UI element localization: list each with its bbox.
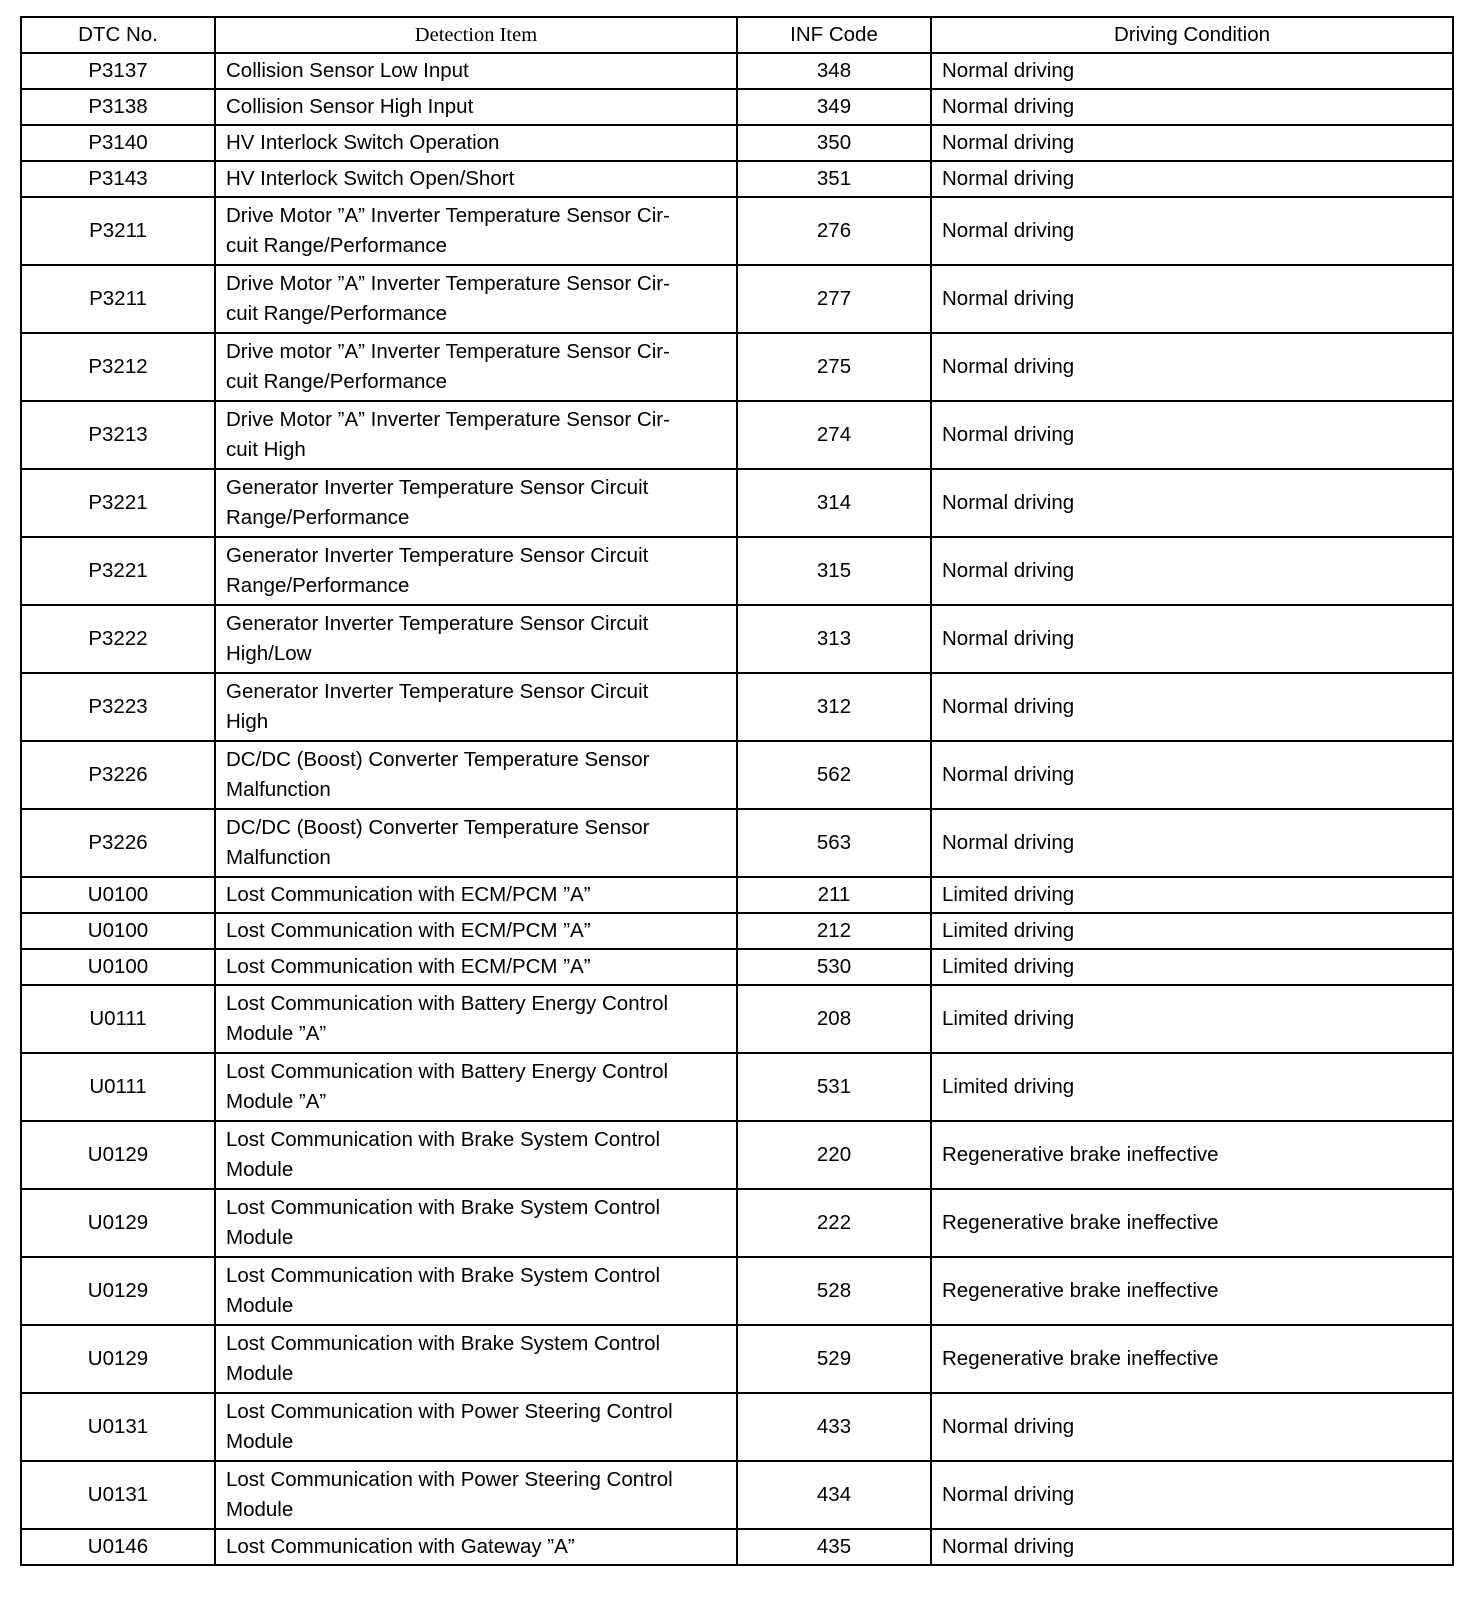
- detection-item-cell: Lost Communication with Brake System Control Module: [215, 1257, 737, 1325]
- inf-code-cell: 563: [737, 809, 931, 877]
- table-row: [21, 125, 1453, 161]
- inf-code-cell: 348: [737, 53, 931, 89]
- detection-item-cell: Generator Inverter Temperature Sensor Circuit High: [215, 673, 737, 741]
- header-row: [21, 17, 1453, 53]
- inf-code-cell: 531: [737, 1053, 931, 1121]
- detection-item-cell: Drive Motor ”A” Inverter Temperature Sensor Cir- cuit Range/Performance: [215, 197, 737, 265]
- driving-condition-cell: Normal driving: [931, 161, 1453, 197]
- detection-item-cell: Generator Inverter Temperature Sensor Circuit High/Low: [215, 605, 737, 673]
- table-row: [21, 1053, 1453, 1121]
- inf-code-cell: 212: [737, 913, 931, 949]
- detection-item-cell: Drive Motor ”A” Inverter Temperature Sensor Cir- cuit Range/Performance: [215, 265, 737, 333]
- dtc-code-cell: P3222: [21, 605, 215, 673]
- dtc-code-cell: U0129: [21, 1121, 215, 1189]
- detection-item-cell: Lost Communication with Brake System Control Module: [215, 1121, 737, 1189]
- inf-code-cell: 220: [737, 1121, 931, 1189]
- detection-item-cell: Lost Communication with ECM/PCM ”A”: [215, 949, 737, 985]
- table-row: [21, 949, 1453, 985]
- detection-item-cell: HV Interlock Switch Operation: [215, 125, 737, 161]
- header-inf-code: INF Code: [737, 17, 931, 53]
- driving-condition-cell: Normal driving: [931, 89, 1453, 125]
- table-row: [21, 1121, 1453, 1189]
- inf-code-cell: 275: [737, 333, 931, 401]
- dtc-code-cell: P3221: [21, 469, 215, 537]
- inf-code-cell: 351: [737, 161, 931, 197]
- inf-code-cell: 208: [737, 985, 931, 1053]
- driving-condition-cell: Normal driving: [931, 809, 1453, 877]
- table-row: [21, 741, 1453, 809]
- driving-condition-cell: Normal driving: [931, 333, 1453, 401]
- driving-condition-cell: Regenerative brake ineffective: [931, 1121, 1453, 1189]
- dtc-code-cell: P3137: [21, 53, 215, 89]
- detection-item-cell: Generator Inverter Temperature Sensor Circuit Range/Performance: [215, 469, 737, 537]
- dtc-code-cell: P3143: [21, 161, 215, 197]
- dtc-code-cell: U0129: [21, 1189, 215, 1257]
- dtc-code-cell: P3226: [21, 741, 215, 809]
- driving-condition-cell: Normal driving: [931, 265, 1453, 333]
- driving-condition-cell: Normal driving: [931, 197, 1453, 265]
- detection-item-cell: Lost Communication with ECM/PCM ”A”: [215, 913, 737, 949]
- header-dtc-no: DTC No.: [21, 17, 215, 53]
- table-row: [21, 537, 1453, 605]
- inf-code-cell: 435: [737, 1529, 931, 1565]
- driving-condition-cell: Normal driving: [931, 537, 1453, 605]
- detection-item-cell: Generator Inverter Temperature Sensor Circuit Range/Performance: [215, 537, 737, 605]
- inf-code-cell: 528: [737, 1257, 931, 1325]
- inf-code-cell: 315: [737, 537, 931, 605]
- inf-code-cell: 277: [737, 265, 931, 333]
- table-row: [21, 89, 1453, 125]
- table-row: [21, 877, 1453, 913]
- driving-condition-cell: Limited driving: [931, 913, 1453, 949]
- table-row: [21, 1257, 1453, 1325]
- detection-item-cell: Drive motor ”A” Inverter Temperature Sensor Cir- cuit Range/Performance: [215, 333, 737, 401]
- detection-item-cell: DC/DC (Boost) Converter Temperature Sensor Malfunction: [215, 809, 737, 877]
- detection-item-cell: Collision Sensor High Input: [215, 89, 737, 125]
- table-row: [21, 1529, 1453, 1565]
- table-row: [21, 985, 1453, 1053]
- driving-condition-cell: Limited driving: [931, 1053, 1453, 1121]
- inf-code-cell: 211: [737, 877, 931, 913]
- driving-condition-cell: Regenerative brake ineffective: [931, 1189, 1453, 1257]
- driving-condition-cell: Normal driving: [931, 1393, 1453, 1461]
- dtc-code-cell: P3211: [21, 265, 215, 333]
- dtc-code-cell: U0129: [21, 1257, 215, 1325]
- dtc-code-cell: U0129: [21, 1325, 215, 1393]
- inf-code-cell: 562: [737, 741, 931, 809]
- inf-code-cell: 530: [737, 949, 931, 985]
- table-row: [21, 1189, 1453, 1257]
- table-row: [21, 53, 1453, 89]
- dtc-code-cell: U0100: [21, 913, 215, 949]
- detection-item-cell: Lost Communication with Gateway ”A”: [215, 1529, 737, 1565]
- inf-code-cell: 433: [737, 1393, 931, 1461]
- dtc-code-cell: U0131: [21, 1461, 215, 1529]
- table-row: [21, 1325, 1453, 1393]
- driving-condition-cell: Limited driving: [931, 877, 1453, 913]
- dtc-code-cell: P3212: [21, 333, 215, 401]
- dtc-code-cell: P3221: [21, 537, 215, 605]
- driving-condition-cell: Regenerative brake ineffective: [931, 1257, 1453, 1325]
- inf-code-cell: 313: [737, 605, 931, 673]
- detection-item-cell: Lost Communication with Brake System Control Module: [215, 1325, 737, 1393]
- dtc-code-cell: U0146: [21, 1529, 215, 1565]
- table-row: [21, 1461, 1453, 1529]
- driving-condition-cell: Normal driving: [931, 1529, 1453, 1565]
- inf-code-cell: 222: [737, 1189, 931, 1257]
- dtc-code-cell: P3213: [21, 401, 215, 469]
- dtc-code-cell: U0131: [21, 1393, 215, 1461]
- driving-condition-cell: Normal driving: [931, 741, 1453, 809]
- detection-item-cell: DC/DC (Boost) Converter Temperature Sensor Malfunction: [215, 741, 737, 809]
- inf-code-cell: 349: [737, 89, 931, 125]
- table-row: [21, 1393, 1453, 1461]
- detection-item-cell: Lost Communication with Brake System Control Module: [215, 1189, 737, 1257]
- table-row: [21, 333, 1453, 401]
- driving-condition-cell: Limited driving: [931, 949, 1453, 985]
- table-body: [21, 53, 1453, 1565]
- dtc-code-cell: U0100: [21, 949, 215, 985]
- table-row: [21, 197, 1453, 265]
- driving-condition-cell: Normal driving: [931, 401, 1453, 469]
- dtc-code-cell: U0111: [21, 985, 215, 1053]
- inf-code-cell: 312: [737, 673, 931, 741]
- driving-condition-cell: Normal driving: [931, 125, 1453, 161]
- header-driving-condition: Driving Condition: [931, 17, 1453, 53]
- driving-condition-cell: Limited driving: [931, 985, 1453, 1053]
- table-row: [21, 673, 1453, 741]
- detection-item-cell: Collision Sensor Low Input: [215, 53, 737, 89]
- table-row: [21, 161, 1453, 197]
- table-row: [21, 469, 1453, 537]
- driving-condition-cell: Normal driving: [931, 469, 1453, 537]
- table-header: [21, 17, 1453, 53]
- detection-item-cell: Lost Communication with Battery Energy Control Module ”A”: [215, 985, 737, 1053]
- inf-code-cell: 314: [737, 469, 931, 537]
- table-row: [21, 605, 1453, 673]
- dtc-code-cell: P3138: [21, 89, 215, 125]
- table-row: [21, 809, 1453, 877]
- dtc-code-cell: P3211: [21, 197, 215, 265]
- dtc-code-cell: P3226: [21, 809, 215, 877]
- table-row: [21, 265, 1453, 333]
- dtc-code-cell: P3140: [21, 125, 215, 161]
- dtc-code-cell: U0111: [21, 1053, 215, 1121]
- detection-item-cell: Lost Communication with Power Steering Control Module: [215, 1461, 737, 1529]
- inf-code-cell: 274: [737, 401, 931, 469]
- inf-code-cell: 350: [737, 125, 931, 161]
- detection-item-cell: Drive Motor ”A” Inverter Temperature Sensor Cir- cuit High: [215, 401, 737, 469]
- inf-code-cell: 276: [737, 197, 931, 265]
- detection-item-cell: Lost Communication with Power Steering Control Module: [215, 1393, 737, 1461]
- header-detection-item: Detection Item: [215, 17, 737, 53]
- detection-item-cell: HV Interlock Switch Open/Short: [215, 161, 737, 197]
- dtc-code-cell: U0100: [21, 877, 215, 913]
- dtc-code-cell: P3223: [21, 673, 215, 741]
- driving-condition-cell: Normal driving: [931, 53, 1453, 89]
- driving-condition-cell: Normal driving: [931, 605, 1453, 673]
- detection-item-cell: Lost Communication with Battery Energy Control Module ”A”: [215, 1053, 737, 1121]
- table-row: [21, 401, 1453, 469]
- inf-code-cell: 434: [737, 1461, 931, 1529]
- table-row: [21, 913, 1453, 949]
- driving-condition-cell: Normal driving: [931, 1461, 1453, 1529]
- dtc-table: [20, 16, 1454, 1566]
- inf-code-cell: 529: [737, 1325, 931, 1393]
- driving-condition-cell: Normal driving: [931, 673, 1453, 741]
- driving-condition-cell: Regenerative brake ineffective: [931, 1325, 1453, 1393]
- detection-item-cell: Lost Communication with ECM/PCM ”A”: [215, 877, 737, 913]
